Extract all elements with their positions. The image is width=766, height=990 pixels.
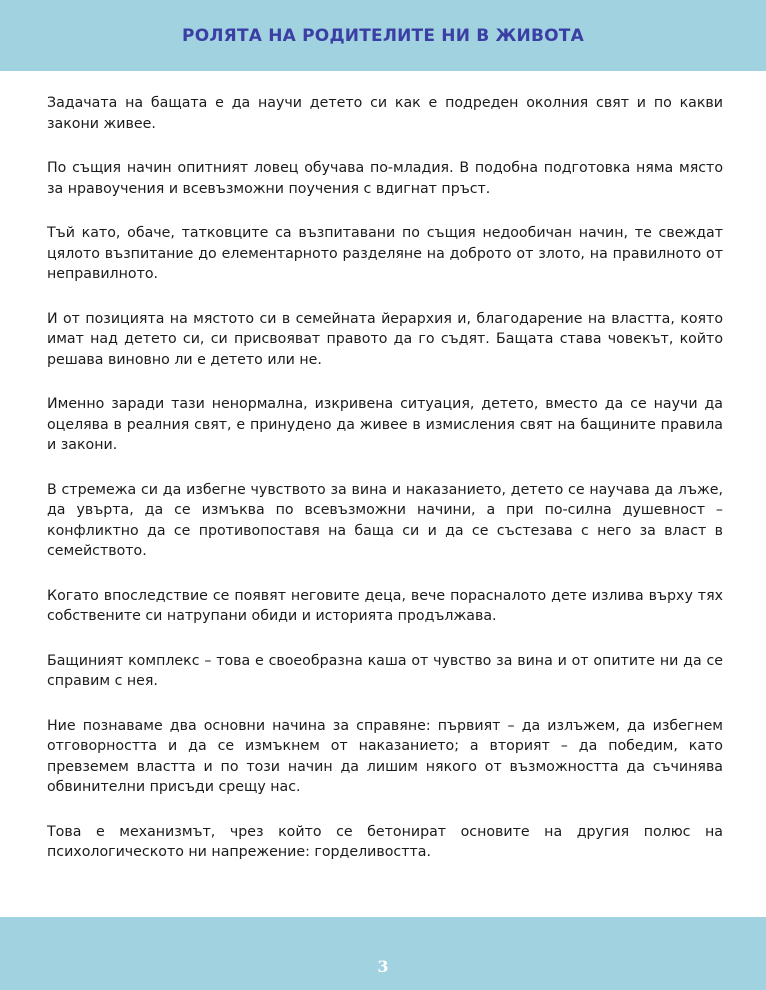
page-header <box>0 0 766 71</box>
paragraph: В стремежа си да избегне чувството за вина и наказанието, детето се научава да лъже, да увърта, да се измъква по всевъзможни начини, а при по-силна душевност – конфликтно да се противопоставя на баща си и да се състезава с него за власт в семейството. <box>47 481 723 559</box>
paragraph: Тъй като, обаче, татковците са възпитавани по същия недообичан начин, те свеждат цялото възпитание до елементарното разделяне на доброто от злото, на правилното от неправилното. <box>47 225 723 282</box>
page-number: 3 <box>377 957 389 976</box>
page-title: РОЛЯТА НА РОДИТЕЛИТЕ НИ В ЖИВОТА <box>182 25 584 46</box>
paragraph: Именно заради тази ненормална, изкривена ситуация, детето, вместо да се научи да оцелява в реалния свят, е принудено да живее в измисления свят на бащините правила и закони. <box>47 396 723 453</box>
paragraph: Ние познаваме два основни начина за справяне: първият – да излъжем, да избегнем отговорността и да се измъкнем от наказанието; а вторият – да победим, като превземем властта и по този начин да лишим някого от възможността да съчинява обвинителни присъди срещу нас. <box>47 717 723 795</box>
paragraph: По същия начин опитният ловец обучава по-младия. В подобна подготовка няма място за нравоучения и всевъзможни поучения с вдигнат пръст. <box>47 160 723 197</box>
paragraph: Това е механизмът, чрез който се бетонират основите на другия полюс на психологическото ни напрежение: горделивостта. <box>47 823 723 860</box>
paragraph: Бащиният комплекс – това е своеобразна каша от чувство за вина и от опитите ни да се справим с нея. <box>47 652 723 689</box>
body-text <box>47 93 723 887</box>
page-footer <box>0 917 766 990</box>
paragraph: Задачата на бащата е да научи детето си как е подреден околния свят и по какви закони живее. <box>47 95 723 132</box>
paragraph: И от позицията на мястото си в семейната йерархия и, благодарение на властта, която имат над детето си, си присвояват правото да го съдят. Бащата става човекът, който решава виновно ли е детето или не. <box>47 310 723 368</box>
paragraph: Когато впоследствие се появят неговите деца, вече порасналото дете излива върху тях собствените си натрупани обиди и историята продължава. <box>47 587 723 624</box>
